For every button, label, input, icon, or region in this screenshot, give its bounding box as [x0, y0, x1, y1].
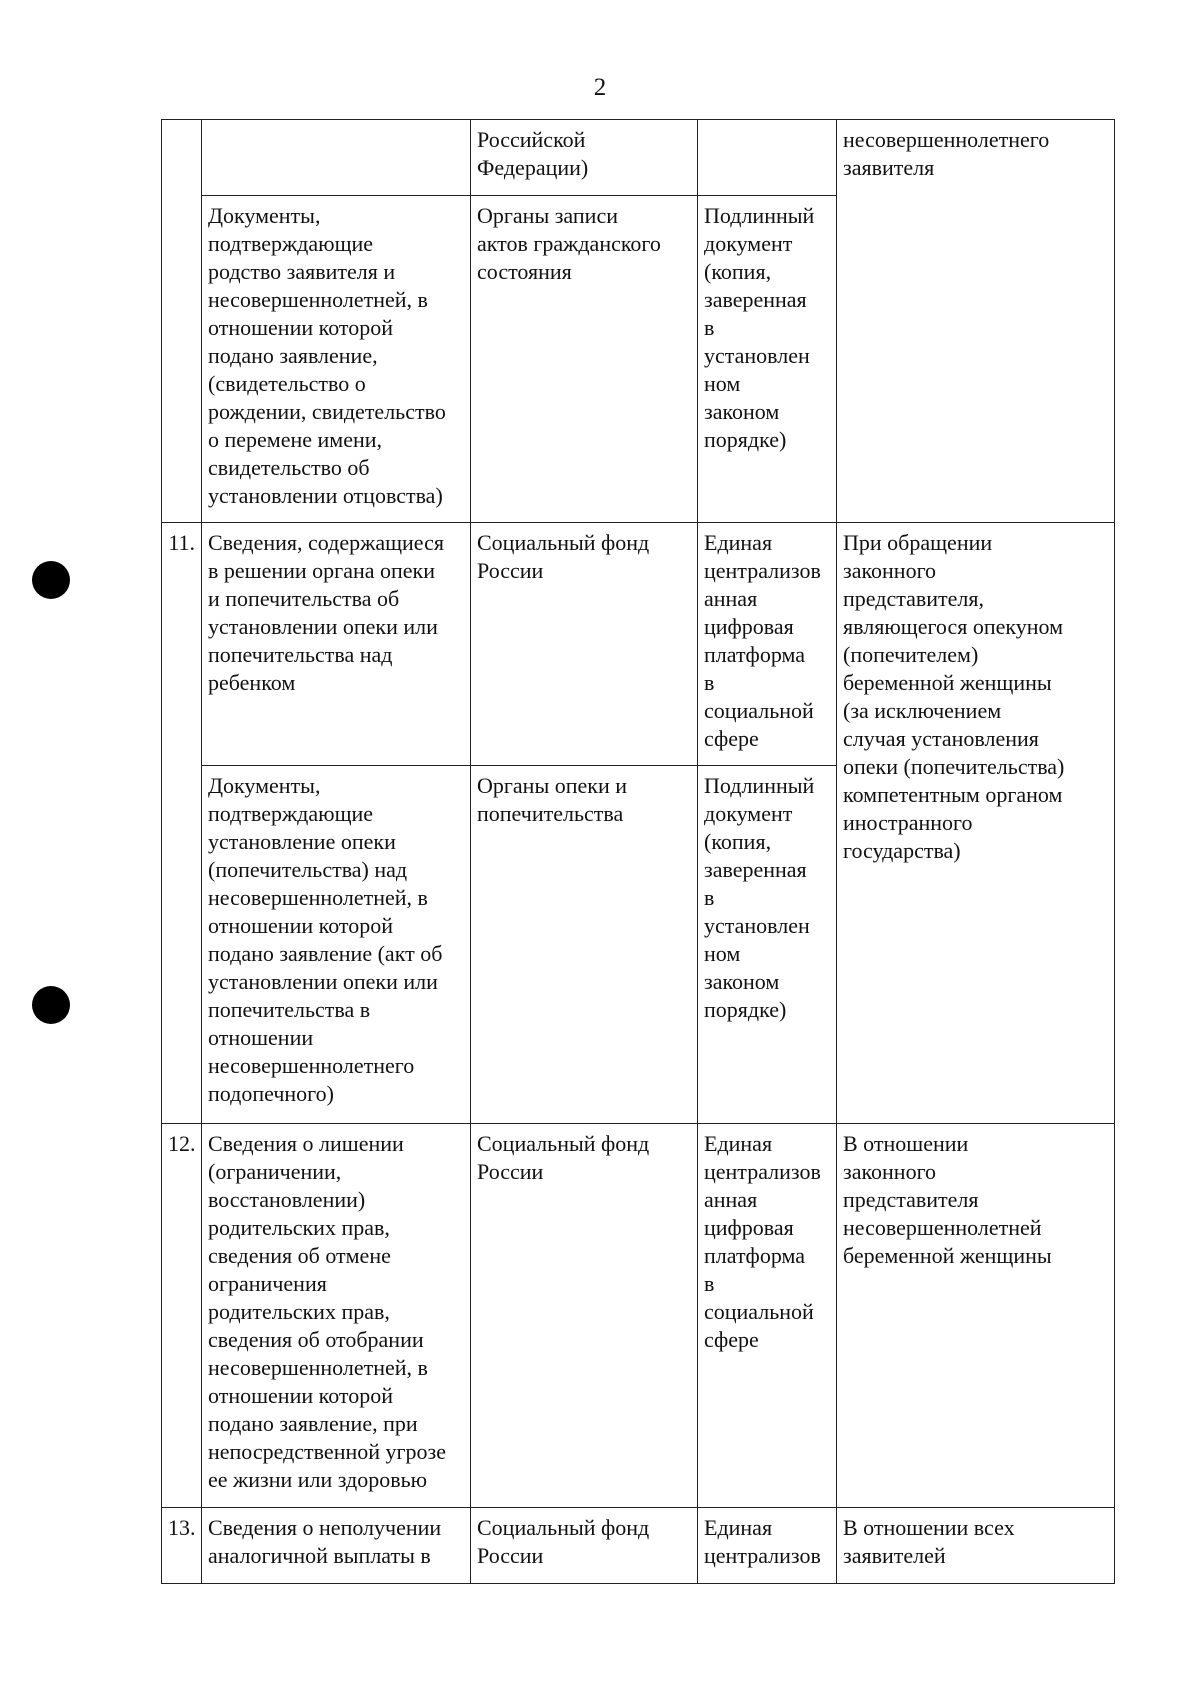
- punch-hole-upper: [32, 561, 70, 599]
- document-cell: Сведения о лишении (ограничении, восстановлении) родительских прав, сведения об отмене ограничения родительских прав, сведения об отобрании несовершеннолетней, в отношении которой подано заявление, при непосредственной угрозе ее жизни или здоровью: [202, 1124, 471, 1508]
- form-cell: Подлинный документ (копия, заверенная в установлен ном законом порядке): [698, 196, 837, 523]
- documents-table: [161, 119, 1115, 1584]
- form-cell: Единая централизов анная цифровая платформа в социальной сфере: [698, 523, 837, 766]
- document-cell: [202, 120, 471, 196]
- source-cell: Социальный фонд России: [471, 1124, 698, 1508]
- row-number-cell: [162, 120, 202, 523]
- document-cell: Сведения о неполучении аналогичной выплаты в: [202, 1508, 471, 1584]
- table-row: [162, 120, 1115, 196]
- row-number-cell: 12.: [162, 1124, 202, 1508]
- condition-cell: В отношении всех заявителей: [837, 1508, 1115, 1584]
- source-cell: Органы опеки и попечительства: [471, 766, 698, 1124]
- document-cell: Документы, подтверждающие установление опеки (попечительства) над несовершеннолетней, в отношении которой подано заявление (акт об установлении опеки или попечительства в отношении несовершеннолетнего подопечного): [202, 766, 471, 1124]
- page-number: 2: [593, 74, 607, 101]
- table-row: [162, 523, 1115, 766]
- table-row: [162, 1508, 1115, 1584]
- source-cell: Российской Федерации): [471, 120, 698, 196]
- source-cell: Органы записи актов гражданского состояния: [471, 196, 698, 523]
- form-cell: Единая централизов: [698, 1508, 837, 1584]
- form-cell: Подлинный документ (копия, заверенная в установлен ном законом порядке): [698, 766, 837, 1124]
- condition-cell: При обращении законного представителя, являющегося опекуном (попечителем) беременной женщины (за исключением случая установления опеки (попечительства) компетентным органом иностранного государства): [837, 523, 1115, 1124]
- row-number-cell: 11.: [162, 523, 202, 1124]
- form-cell: [698, 120, 837, 196]
- source-cell: Социальный фонд России: [471, 1508, 698, 1584]
- document-cell: Документы, подтверждающие родство заявителя и несовершеннолетней, в отношении которой подано заявление, (свидетельство о рождении, свидетельство о перемене имени, свидетельство об установлении отцовства): [202, 196, 471, 523]
- condition-cell: В отношении законного представителя несовершеннолетней беременной женщины: [837, 1124, 1115, 1508]
- punch-hole-lower: [32, 986, 70, 1024]
- row-number-cell: 13.: [162, 1508, 202, 1584]
- condition-cell: несовершеннолетнего заявителя: [837, 120, 1115, 523]
- document-cell: Сведения, содержащиеся в решении органа опеки и попечительства об установлении опеки или попечительства над ребенком: [202, 523, 471, 766]
- source-cell: Социальный фонд России: [471, 523, 698, 766]
- table-row: [162, 1124, 1115, 1508]
- form-cell: Единая централизов анная цифровая платформа в социальной сфере: [698, 1124, 837, 1508]
